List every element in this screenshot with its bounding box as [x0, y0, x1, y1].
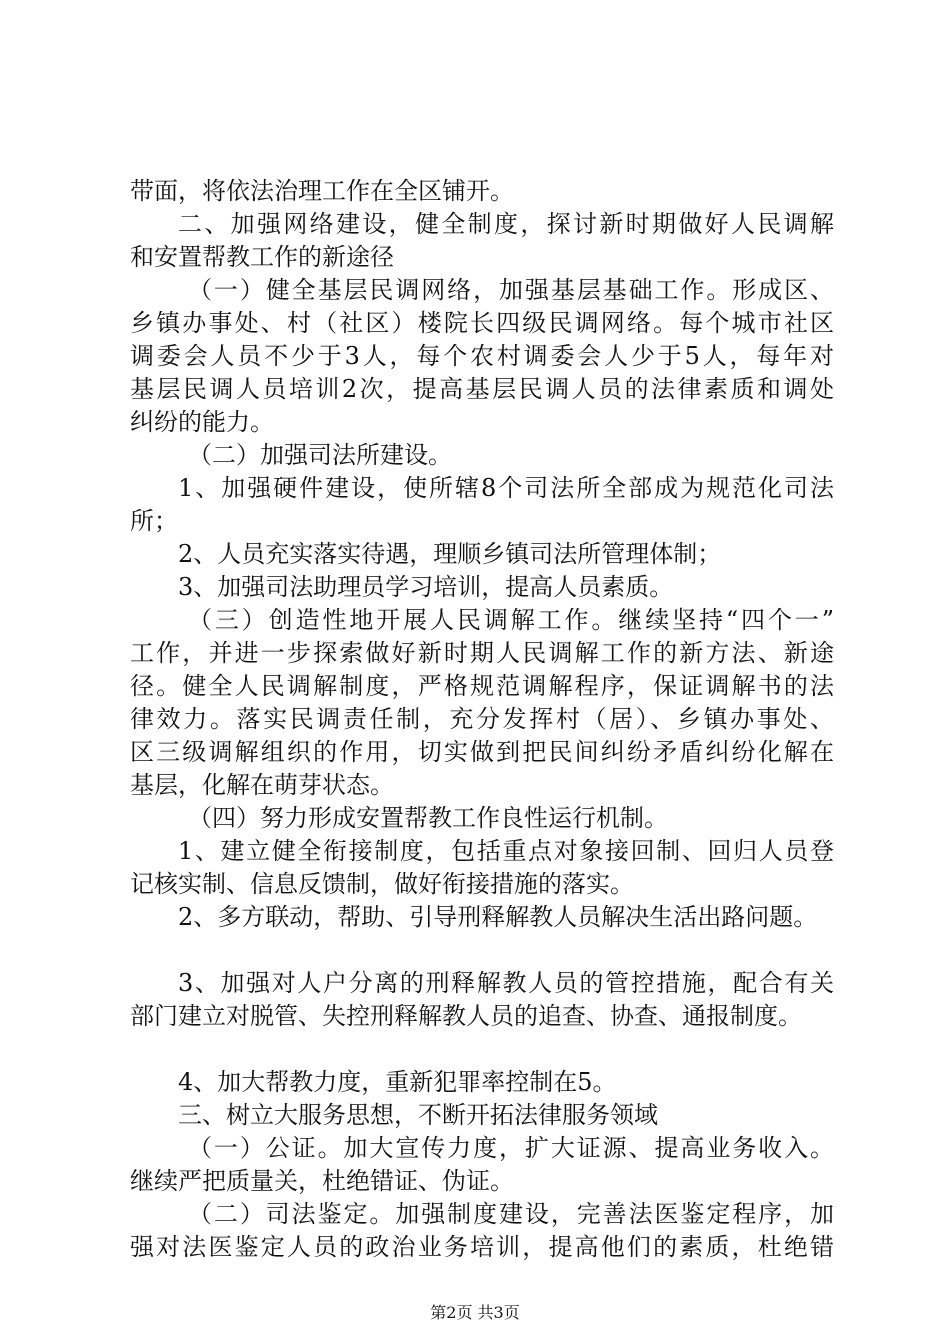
text-line: 记核实制、信息反馈制，做好衔接措施的落实。: [130, 870, 634, 898]
section-heading: 和安置帮教工作的新途径: [130, 243, 394, 271]
subsection-heading: （四）努力形成安置帮教工作良性运行机制。: [188, 804, 668, 832]
list-item: 2、人员充实落实待遇，理顺乡镇司法所管理体制；: [178, 540, 722, 568]
section-heading: 三、树立大服务思想，不断开拓法律服务领域: [178, 1101, 658, 1129]
subsection-heading: （一）健全基层民调网络，加强基层基础工作。形成区、: [188, 276, 834, 304]
text-line: 基层民调人员培训2次，提高基层民调人员的法律素质和调处: [130, 375, 834, 403]
list-item: 4、加大帮教力度，重新犯罪率控制在5。: [178, 1068, 617, 1096]
text-line: 律效力。落实民调责任制，充分发挥村（居）、乡镇办事处、: [130, 705, 834, 733]
section-heading: 二、加强网络建设，健全制度，探讨新时期做好人民调解: [178, 210, 834, 238]
text-line: 工作，并进一步探索做好新时期人民调解工作的新方法、新途: [130, 639, 834, 667]
subsection-heading: （二）加强司法所建设。: [188, 441, 452, 469]
text-line: 基层，化解在萌芽状态。: [130, 771, 394, 799]
list-item: 2、多方联动，帮助、引导刑释解教人员解决生活出路问题。: [178, 903, 818, 931]
subsection-heading: （一）公证。加大宣传力度，扩大证源、提高业务收入。: [188, 1134, 834, 1162]
text-line: 继续严把质量关，杜绝错证、伪证。: [130, 1167, 514, 1195]
page-number-footer: 第2页 共3页: [430, 1303, 520, 1322]
subsection-heading: （二）司法鉴定。加强制度建设，完善法医鉴定程序，加: [188, 1200, 834, 1228]
text-line: 带面，将依法治理工作在全区铺开。: [130, 177, 514, 205]
text-line: 调委会人员不少于3人，每个农村调委会人少于5人，每年对: [130, 342, 834, 370]
text-line: 部门建立对脱管、失控刑释解教人员的追查、协查、通报制度。: [130, 1002, 802, 1030]
list-item: 3、加强对人户分离的刑释解教人员的管控措施，配合有关: [178, 969, 834, 997]
text-line: 纠纷的能力。: [130, 408, 274, 436]
text-line: 区三级调解组织的作用，切实做到把民间纠纷矛盾纠纷化解在: [130, 738, 834, 766]
text-line: 所；: [130, 507, 178, 535]
subsection-heading: （三）创造性地开展人民调解工作。继续坚持“四个一”: [188, 606, 834, 634]
text-line: 径。健全人民调解制度，严格规范调解程序，保证调解书的法: [130, 672, 834, 700]
list-item: 3、加强司法助理员学习培训，提高人员素质。: [178, 573, 674, 601]
list-item: 1、建立健全衔接制度，包括重点对象接回制、回归人员登: [178, 837, 834, 865]
text-line: 乡镇办事处、村（社区）楼院长四级民调网络。每个城市社区: [130, 309, 834, 337]
text-line: 强对法医鉴定人员的政治业务培训，提高他们的素质，杜绝错: [130, 1233, 834, 1261]
list-item: 1、加强硬件建设，使所辖8个司法所全部成为规范化司法: [178, 474, 834, 502]
